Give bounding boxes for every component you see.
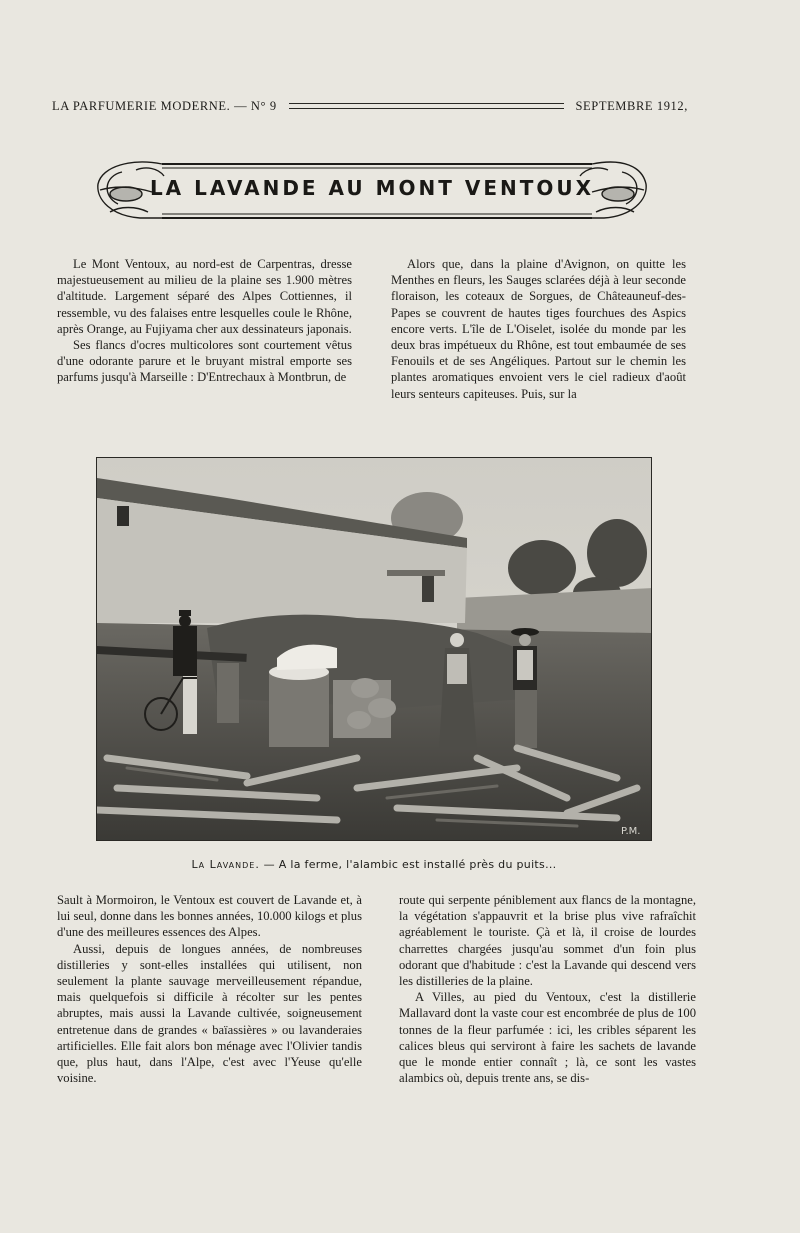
title-banner xyxy=(92,156,652,226)
paragraph: route qui serpente péniblement aux flancs de la montagne, la végétation s'appauvrit et la brise plus vive rafraîchit agréablement le touriste. Çà et là, il croise de lourdes charrettes chargées jusqu'au sommet d'un foin plus odorant que d'habitude : c'est la Lavande qui descend vers les distilleries de la plaine. xyxy=(399,893,696,989)
header-rule xyxy=(289,103,564,109)
caption-text: — A la ferme, l'alambic est installé près du puits... xyxy=(259,858,557,871)
text-column-2 xyxy=(391,256,686,402)
photo-caption xyxy=(96,858,652,871)
article-title: LA LAVANDE AU MONT VENTOUX xyxy=(149,176,595,200)
paragraph: Sault à Mormoiron, le Ventoux est couvert de Lavande et, à lui seul, donne dans les bonnes années, 10.000 kilogs et plus d'une des meilleures essences des Alpes. xyxy=(57,893,362,940)
photo-signature: P.M. xyxy=(621,826,641,837)
running-header xyxy=(52,97,688,115)
text-column-3 xyxy=(57,892,362,1086)
paragraph: Ses flancs d'ocres multicolores sont courtement vêtus d'une odorante parure et le bruyant mistral emporte ses parfums jusqu'à Marseille : D'Entrechaux à Montbrun, de xyxy=(57,338,352,385)
journal-title: LA PARFUMERIE MODERNE. — N° 9 xyxy=(52,98,277,113)
text-column-1 xyxy=(57,256,352,386)
paragraph: Aussi, depuis de longues années, de nombreuses distilleries y sont-elles installées qui utilisent, non seulement la plante sauvage merveilleusement répandue, mais quelquefois si difficile à récolter sur les pentes abruptes, mais aussi la Lavande cultivée, soigneusement entretenue dans de grandes « baïassières » ou lavanderaies artificielles. Elle fait alors bon ménage avec l'Olivier tandis que, plus haut, dans l'Alpe, c'est avec l'Yeuse qu'elle voisine. xyxy=(57,941,362,1086)
text-column-4 xyxy=(399,892,696,1086)
caption-label: La Lavande. xyxy=(191,858,260,871)
farm-photograph xyxy=(96,457,652,841)
issue-date: SEPTEMBRE 1912, xyxy=(575,98,688,113)
paragraph: Le Mont Ventoux, au nord-est de Carpentras, dresse majestueusement au milieu de la plaine ses 1.900 mètres d'altitude. Largement séparé des Alpes Cottiennes, il ressemble, vu des falaises entre lesquelles coule le Rhône, après Orange, au Fujiyama cher aux dessinateurs japonais. xyxy=(57,257,352,336)
paragraph: A Villes, au pied du Ventoux, c'est la distillerie Mallavard dont la vaste cour est encombrée de plus de 100 tonnes de la fleur parfumée : ici, les cribles séparent les calices bleus qui serviront à faire les sachets de lavande que le monde entier connaît ; là, ce sont les vastes alambics où, depuis trente ans, se dis- xyxy=(399,990,696,1086)
paragraph: Alors que, dans la plaine d'Avignon, on quitte les Menthes en fleurs, les Sauges sclarées déjà à leur seconde floraison, les coteaux de Sorgues, de Châteauneuf-des-Papes se couvrent de hautes tiges fourchues des Aspics encore verts. L'île de L'Oiselet, isolée du monde par les deux bras impétueux du Rhône, est tout embaumée de ses Fenouils et de ses Angéliques. Partout sur le chemin les plantes aromatiques envoient vers le ciel radieux d'août leurs senteurs capiteuses. Puis, sur la xyxy=(391,257,686,401)
